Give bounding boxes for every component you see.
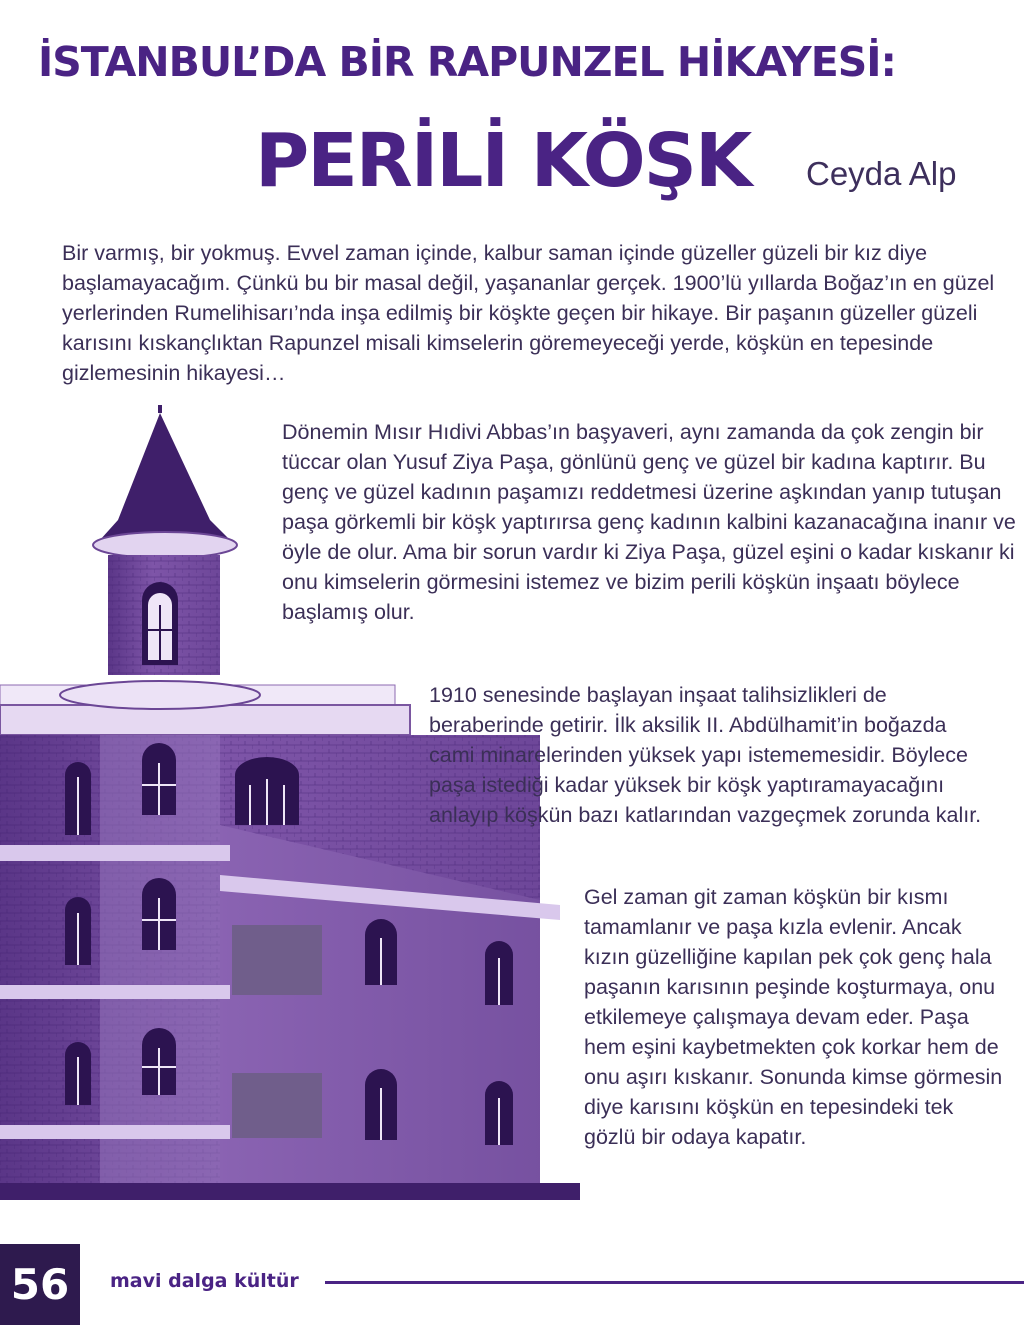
- article-title: PERİLİ KÖŞK: [255, 118, 751, 204]
- page-number: 56: [0, 1244, 80, 1325]
- body-paragraph: 1910 senesinde başlayan inşaat talihsizlikleri de beraberinde getirir. İlk aksilik II. Abdülhamit’in boğazda cami minarelerinden yüksek yapı istememesidir. Böylece paşa istediği kadar yüksek bir köşk yaptıramayacağını anlayıp köşkün bazı katlarından vazgeçmek zorunda kalır.: [429, 683, 982, 827]
- body-paragraph: Gel zaman git zaman köşkün bir kısmı tamamlanır ve paşa kızla evlenir. Ancak kızın güzelliğine kapılan pek çok genç hala paşanın karısının peşinde koşturmaya, onu etkilemeye çalışmaya devam eder. Paşa hem eşini kaybetmekten çok korkar hem de onu aşırı kıskanır. Sonunda kimse görmesin diye karısını köşkün en tepesindeki tek gözlü bir odaya kapatır.: [584, 885, 1003, 1149]
- footer-divider: [325, 1281, 1024, 1284]
- body-paragraph: Dönemin Mısır Hıdivi Abbas’ın başyaveri, aynı zamanda da çok zengin bir tüccar olan Yusuf Ziya Paşa, gönlünü genç ve güzel bir kadına kaptırır. Bu genç ve güzel kadının paşamızı reddetmesi üzerine aşkından yanıp tutuşan paşa görkemli bir köşk yaptırırsa genç kadının kalbini kazanacağına inanır ve öyle de olur. Ama bir sorun vardır ki Ziya Paşa, güzel eşini o kadar kıskanır ki onu kimselerin görmesini istemez ve bizim perili köşkün inşaatı böylece başlamış olur.: [282, 420, 1016, 624]
- author-name: Ceyda Alp: [806, 155, 957, 192]
- article-kicker: İSTANBUL’DA BİR RAPUNZEL HİKAYESİ:: [38, 38, 896, 86]
- intro-paragraph: Bir varmış, bir yokmuş. Evvel zaman içinde, kalbur saman içinde güzeller güzeli bir kız diye başlamayacağım. Çünkü bu bir masal değil, yaşananlar gerçek. 1900’lü yıllarda Boğaz’ın en güzel yerlerinden Rumelihisarı’nda inşa edilmiş bir köşkte geçen bir hikaye. Bir paşanın güzeller güzeli karısını kıskançlıktan Rapunzel misali kimselerin göremeyeceği yerde, köşkün en tepesinde gizlemesinin hikayesi…: [62, 241, 995, 385]
- magazine-name: mavi dalga kültür: [110, 1270, 299, 1292]
